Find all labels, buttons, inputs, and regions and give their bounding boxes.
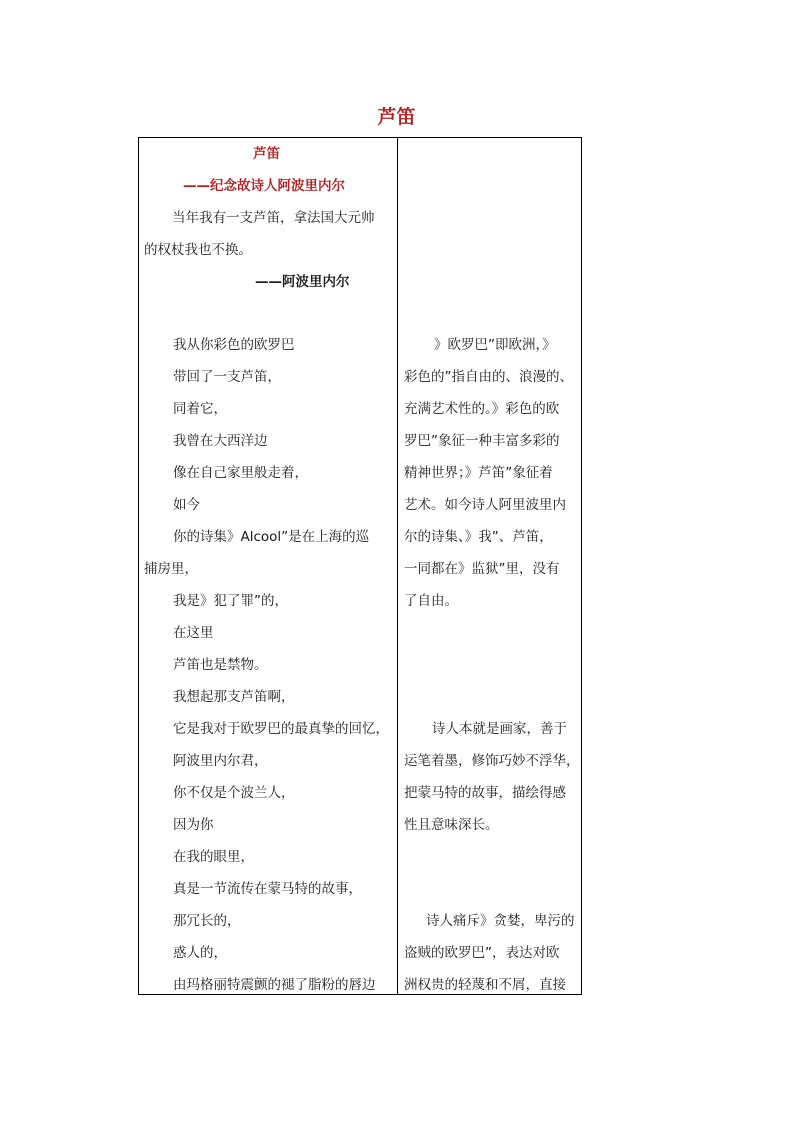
annotation-line: 诗人本就是画家，善于 [432,721,567,737]
annotation-line: 运笔着墨，修饰巧妙不浮华， [404,753,580,769]
annotation-line: 》欧罗巴”即欧洲，》 [434,337,556,353]
poem-column [139,138,397,994]
poem-line: 我是》犯了罪”的， [173,593,288,609]
annotation-line: 罗巴”象征一种丰富多彩的 [404,433,560,449]
annotation-line: 艺术。如今诗人阿里波里内 [404,497,566,513]
poem-line: 在这里 [173,625,214,641]
poem-line: 我曾在大西洋边 [173,433,268,449]
poem-line: 因为你 [173,817,214,833]
annotation-line: 一同都在》监狱”里，没有 [404,561,560,577]
poem-line: 由玛格丽特震颤的褪了脂粉的唇边 [173,977,376,993]
annotation-line: 尔的诗集、》我”、芦笛， [404,529,553,545]
poem-line: 捕房里， [144,561,198,577]
epigraph-line: 当年我有一支芦笛，拿法国大元帅 [172,210,375,226]
annotation-line: 性且意味深长。 [404,817,499,833]
poem-heading: 芦笛 [253,146,280,162]
page-title: 芦笛 [377,106,416,128]
poem-line: 像在自己家里般走着， [173,465,308,481]
annotation-line: 精神世界；》芦笛”象征着 [404,465,553,481]
poem-line: 它是我对于欧罗巴的最真挚的回忆， [173,721,389,737]
annotation-line: 充满艺术性的。》彩色的欧 [404,401,560,417]
annotation-table [138,137,582,995]
poem-line: 惑人的， [173,945,227,961]
poem-line: 如今 [173,497,200,513]
poem-line: 那冗长的， [173,913,241,929]
poem-line: 芦笛也是禁物。 [173,657,268,673]
epigraph-line: 的权杖我也不换。 [144,242,252,258]
epigraph-attribution: ——阿波里内尔 [255,274,350,290]
annotation-line: 诗人痛斥》贪婪，卑污的 [426,913,575,929]
poem-line: 你不仅是个波兰人， [173,785,295,801]
annotation-line: 把蒙马特的故事，描绘得感 [404,785,566,801]
annotation-line: 彩色的”指自由的、浪漫的、 [404,369,573,385]
poem-line: 阿波里内尔君， [173,753,268,769]
poem-line: 你的诗集》Alcool”是在上海的巡 [173,529,370,545]
annotation-line: 盗贼的欧罗巴”，表达对欧 [404,945,560,961]
poem-line: 带回了一支芦笛， [173,369,281,385]
poem-line: 在我的眼里， [173,849,254,865]
annotation-line: 洲权贵的轻蔑和不屑，直接 [404,977,566,993]
poem-line: 我从你彩色的欧罗巴 [173,337,295,353]
poem-subheading: ——纪念故诗人阿波里内尔 [183,178,345,194]
poem-line: 同着它， [173,401,227,417]
poem-line: 我想起那支芦笛啊， [173,689,295,705]
annotation-column [398,138,581,994]
poem-line: 真是一节流传在蒙马特的故事， [173,881,362,897]
annotation-line: 了自由。 [404,593,458,609]
